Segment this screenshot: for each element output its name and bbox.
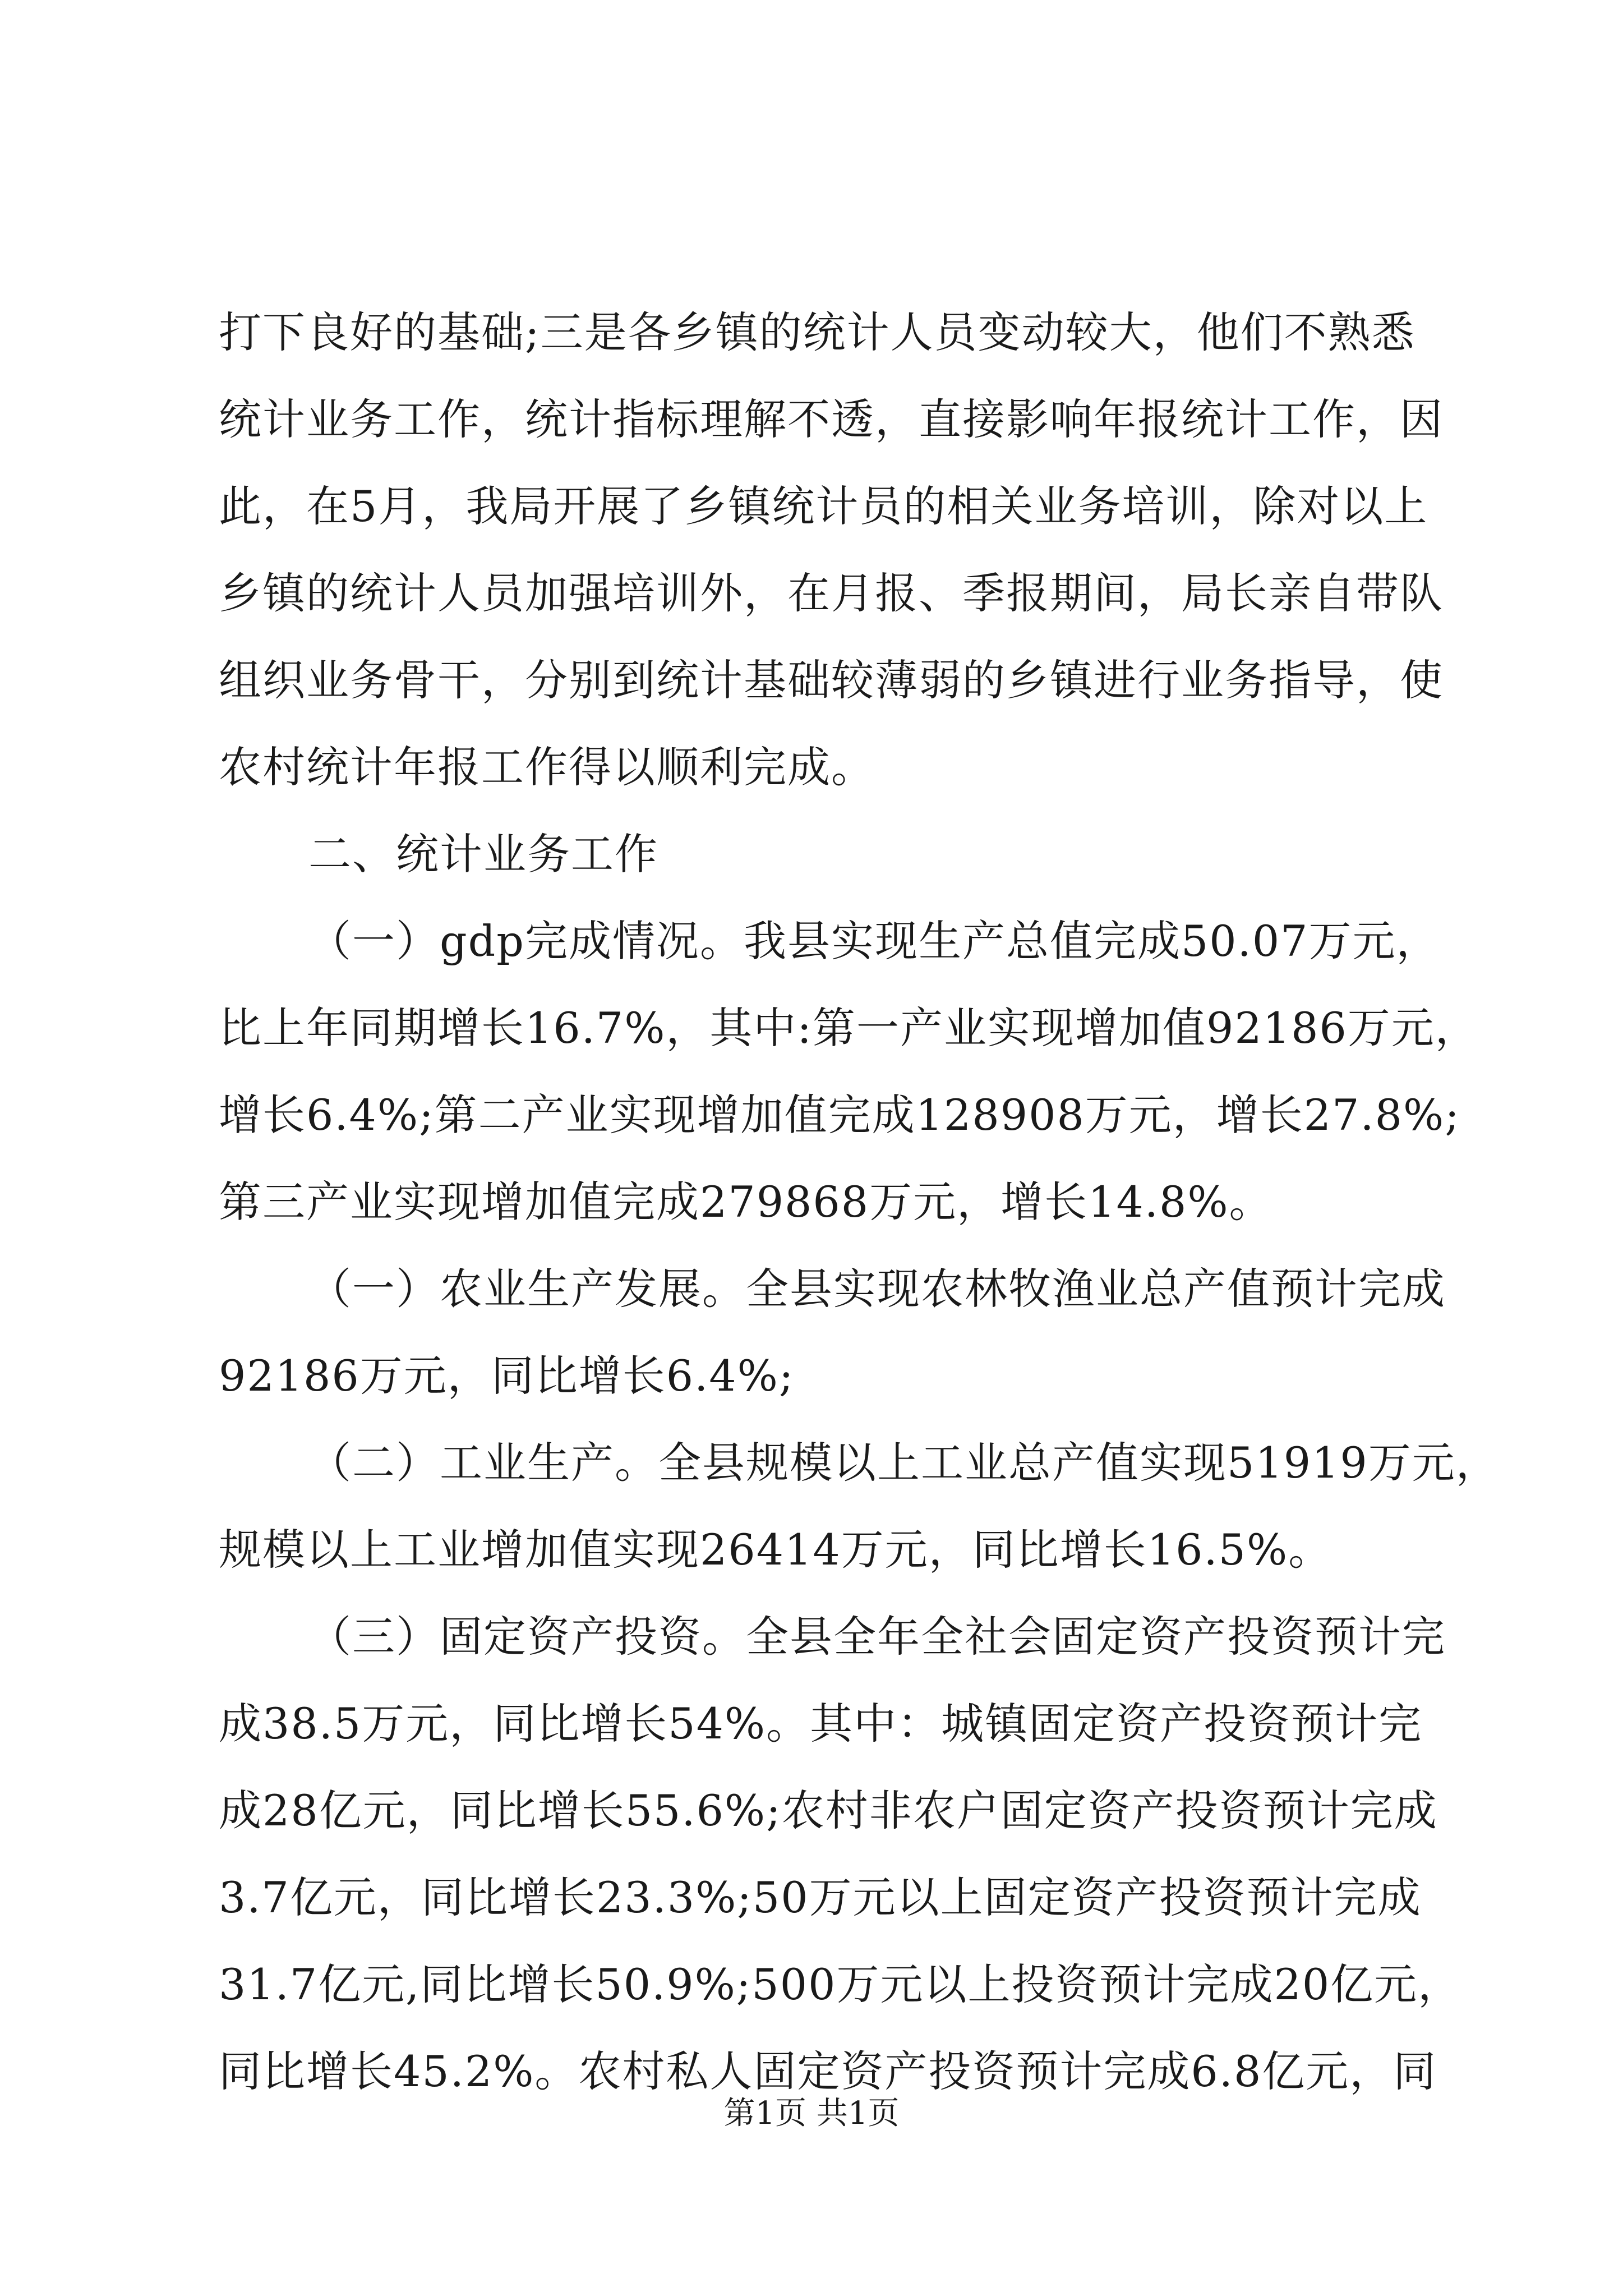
text-line: 此，在5月，我局开展了乡镇统计员的相关业务培训，除对以上: [219, 481, 1428, 531]
text-line: 同比增长45.2%。农村私人固定资产投资预计完成6.8亿元，同: [219, 2046, 1437, 2096]
text-line: （二）工业生产。全县规模以上工业总产值实现51919万元，: [308, 1438, 1500, 1488]
text-line: 成38.5万元，同比增长54%。其中：城镇固定资产投资预计完: [219, 1699, 1423, 1749]
text-line: 成28亿元，同比增长55.6%;农村非农户固定资产投资预计完成: [219, 1786, 1438, 1835]
text-line: （一）gdp完成情况。我县实现生产总值完成50.07万元，: [308, 916, 1440, 966]
text-line: 第三产业实现增加值完成279868万元，增长14.8%。: [219, 1177, 1273, 1227]
text-line: 规模以上工业增加值实现26414万元，同比增长16.5%。: [219, 1525, 1332, 1575]
text-line: 92186万元，同比增长6.4%;: [219, 1351, 795, 1401]
text-line: 比上年同期增长16.7%，其中:第一产业实现增加值92186万元，: [219, 1003, 1479, 1053]
section-heading: 二、统计业务工作: [308, 829, 658, 879]
text-line: 31.7亿元,同比增长50.9%;500万元以上投资预计完成20亿元，: [219, 1959, 1462, 2009]
document-body: [219, 289, 1500, 2115]
page-footer: [0, 2091, 1623, 2136]
text-line: 统计业务工作，统计指标理解不透，直接影响年报统计工作，因: [219, 394, 1444, 444]
text-line: 增长6.4%;第二产业实现增加值完成128908万元，增长27.8%;: [219, 1090, 1460, 1140]
page-number: 第1页 共1页: [723, 2095, 900, 2132]
text-line: 农村统计年报工作得以顺利完成。: [219, 742, 875, 792]
text-line: （三）固定资产投资。全县全年全社会固定资产投资预计完: [308, 1612, 1446, 1662]
text-line: 3.7亿元，同比增长23.3%;50万元以上固定资产投资预计完成: [219, 1872, 1422, 1922]
text-line: 打下良好的基础;三是各乡镇的统计人员变动较大，他们不熟悉: [219, 307, 1415, 357]
text-line: 乡镇的统计人员加强培训外，在月报、季报期间，局长亲自带队: [219, 568, 1444, 618]
text-line: （一）农业生产发展。全县实现农林牧渔业总产值预计完成: [308, 1264, 1446, 1314]
text-line: 组织业务骨干，分别到统计基础较薄弱的乡镇进行业务指导，使: [219, 655, 1444, 705]
